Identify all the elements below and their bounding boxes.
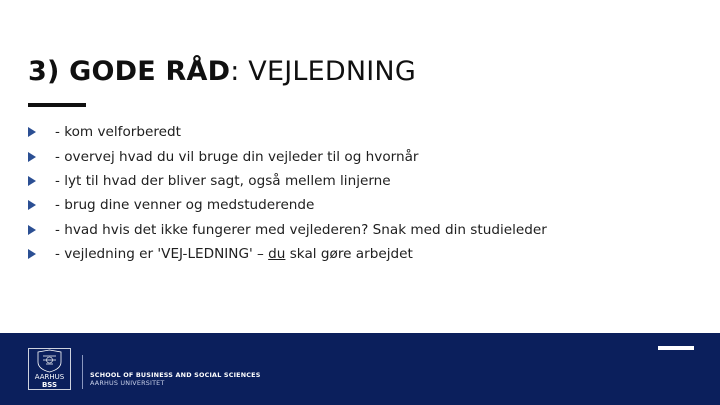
slide-title: [28, 56, 416, 87]
bullet-item: [28, 218, 547, 242]
title-underline-bar: [28, 103, 86, 107]
bullet-item: [28, 242, 547, 266]
bullet-arrow-icon: [28, 127, 36, 137]
bullet-text: - kom velforberedt: [55, 124, 181, 141]
bullet-text-underlined: du: [268, 246, 286, 263]
bullet-list: [28, 120, 547, 266]
title-light-part: : VEJLEDNING: [230, 56, 416, 87]
bullet-text: - brug dine venner og medstuderende: [55, 197, 315, 214]
bullet-arrow-icon: [28, 176, 36, 186]
bullet-arrow-icon: [28, 200, 36, 210]
school-name: SCHOOL OF BUSINESS AND SOCIAL SCIENCES: [90, 371, 261, 379]
bullet-item: [28, 144, 547, 168]
bullet-item: [28, 169, 547, 193]
bullet-item: [28, 193, 547, 217]
bullet-text: - lyt til hvad der bliver sagt, også mellem linjerne: [55, 172, 391, 189]
footer-accent-bar: [658, 346, 694, 350]
bullet-arrow-icon: [28, 152, 36, 162]
logo-aarhus-text: AARHUS: [34, 373, 65, 381]
title-bold-part: 3) GODE RÅD: [28, 56, 231, 87]
footer-band: [0, 333, 720, 405]
footer-divider: [82, 355, 83, 389]
bullet-arrow-icon: [28, 225, 36, 235]
bullet-text-after: skal gøre arbejdet: [285, 246, 413, 263]
bullet-text-before: - vejledning er 'VEJ-LEDNING' –: [55, 246, 269, 263]
bullet-item: [28, 120, 547, 144]
bullet-text: - overvej hvad du vil bruge din vejleder til og hvornår: [55, 148, 419, 165]
bullet-arrow-icon: [28, 249, 36, 259]
bullet-text: [55, 246, 413, 262]
university-name: AARHUS UNIVERSITET: [90, 379, 165, 387]
bullet-text: - hvad hvis det ikke fungerer med vejlederen? Snak med din studieleder: [55, 221, 547, 238]
logo-bss-text: BSS: [41, 381, 58, 389]
